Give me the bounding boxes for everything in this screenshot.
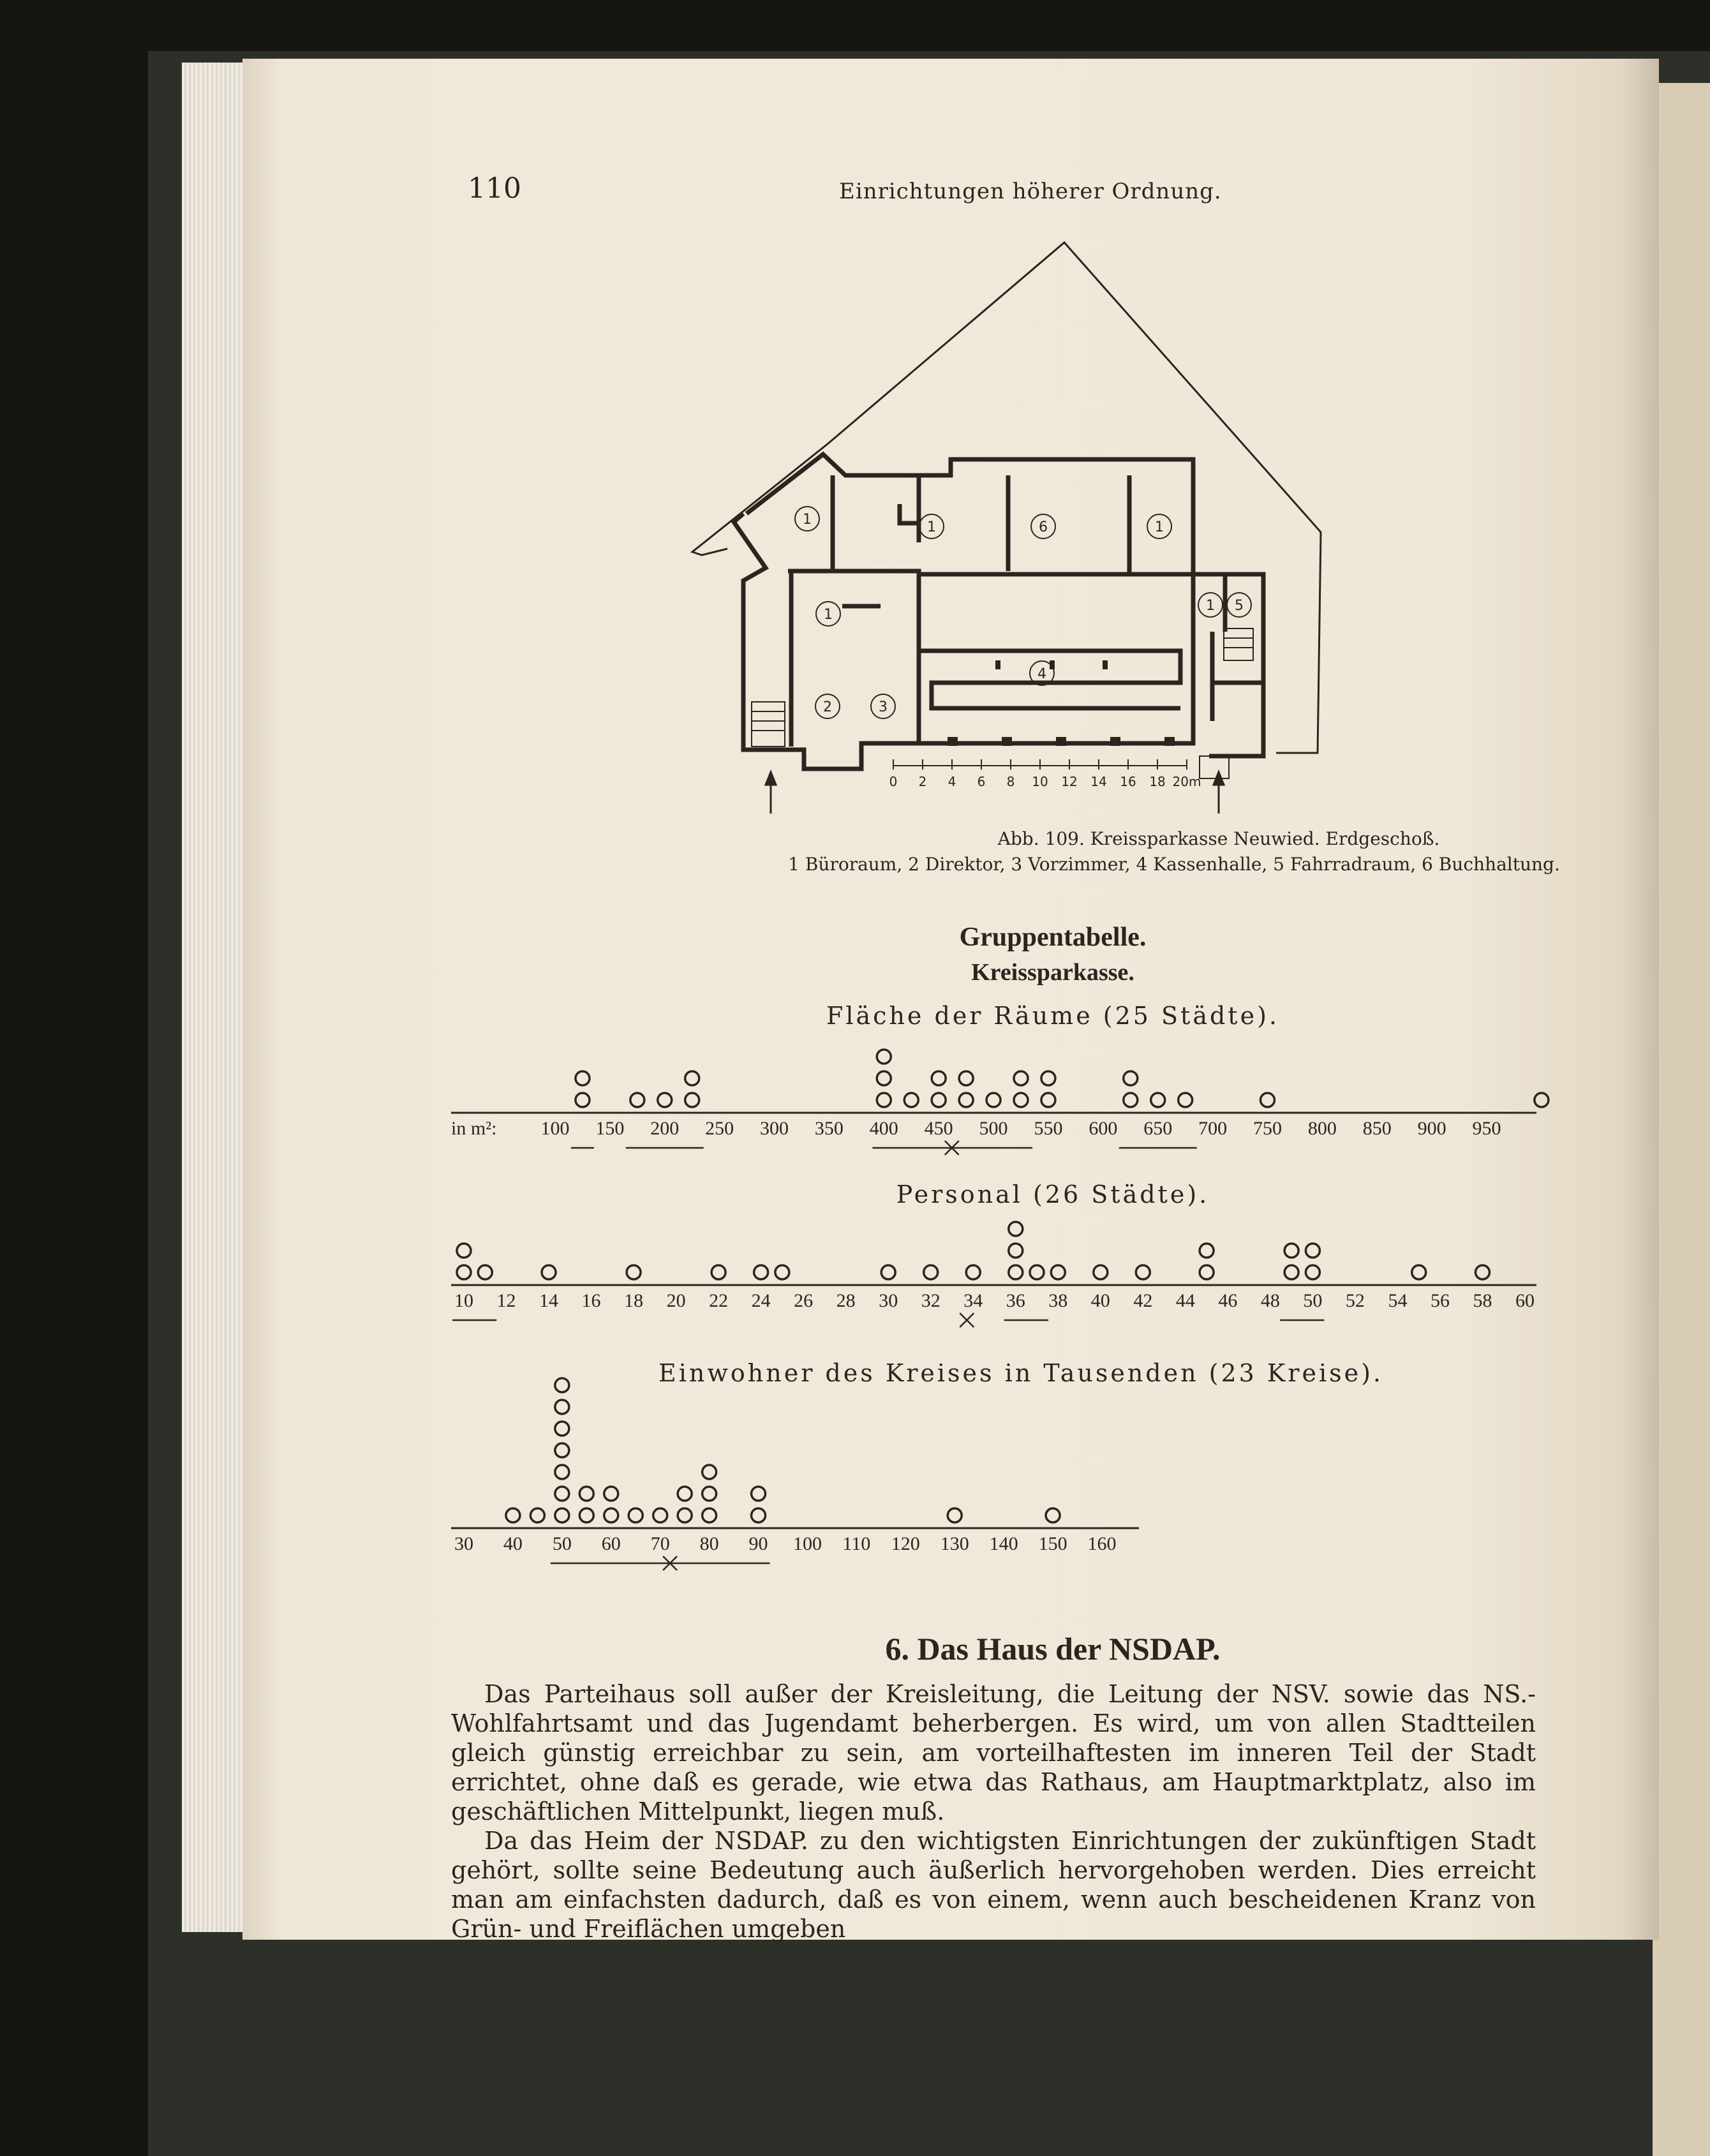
tick-label: 38 [1048,1290,1068,1311]
data-point [576,1093,590,1107]
data-point [703,1508,717,1522]
scale-label: 14 [1090,774,1107,789]
tick-label: 150 [1038,1533,1067,1554]
data-point [579,1487,593,1501]
tick-label: 54 [1388,1290,1408,1311]
data-point [1041,1071,1055,1085]
paragraph: Da das Heim der NSDAP. zu den wichtigsten Einrichtungen der zukünftigen Stadt gehört, sollte seine Bedeutung auch äußerlich hervorgehoben werden. Dies erreicht man am einfachsten dadurch, daß es von einem, wenn auch bescheidenen Kranz von Grün- und Freiflächen umgeben [451,1827,1536,1943]
data-point [1046,1508,1060,1522]
group-table-title: Gruppentabelle. [959,923,1147,952]
tick-label: 300 [760,1118,789,1139]
tick-label: 100 [540,1118,570,1139]
tick-label: 450 [924,1118,953,1139]
data-point [877,1093,891,1107]
data-point [1200,1244,1214,1258]
tick-label: 30 [454,1533,473,1554]
tick-label: 48 [1260,1290,1280,1311]
tick-label: 34 [963,1290,983,1311]
population-chart-title: Einwohner des Kreises in Tausenden (23 Kreise). [658,1359,1383,1387]
tick-label: 60 [1515,1290,1535,1311]
scale-label: 4 [948,774,956,789]
tick-label: 18 [624,1290,644,1311]
data-point [932,1071,946,1085]
data-point [924,1265,938,1279]
data-point [1124,1071,1138,1085]
room-number: 1 [1155,519,1164,535]
data-point [877,1071,891,1085]
tick-label: 100 [792,1533,822,1554]
scale-label: 12 [1061,774,1078,789]
scale-label: 16 [1120,774,1136,789]
data-point [1284,1265,1298,1279]
tick-label: 950 [1472,1118,1501,1139]
tick-label: 46 [1218,1290,1238,1311]
tick-label: 24 [751,1290,771,1311]
data-point [1051,1265,1065,1279]
tick-label: 36 [1006,1290,1025,1311]
tick-label: 50 [1303,1290,1323,1311]
data-point [1412,1265,1426,1279]
section-heading: 6. Das Haus der NSDAP. [885,1631,1221,1667]
tick-label: 22 [709,1290,729,1311]
data-point [627,1265,641,1279]
data-point [555,1443,569,1457]
tick-label: 130 [940,1533,969,1554]
data-point [904,1093,918,1107]
room-number: 2 [823,699,832,715]
data-point [959,1093,973,1107]
tick-label: 80 [699,1533,719,1554]
scale-label: 18 [1149,774,1166,789]
figure-legend: 1 Büroraum, 2 Direktor, 3 Vorzimmer, 4 Kassenhalle, 5 Fahrradraum, 6 Buchhaltung. [788,854,1560,875]
room-number: 1 [927,519,936,535]
figure-caption: Abb. 109. Kreissparkasse Neuwied. Erdgeschoß. [997,828,1440,849]
data-point [604,1487,618,1501]
tick-label: 700 [1198,1118,1228,1139]
data-point [1009,1222,1023,1236]
axis-unit-label: in m²: [451,1118,497,1139]
tick-label: 20 [666,1290,686,1311]
data-point [555,1465,569,1479]
data-point [986,1093,1000,1107]
data-point [685,1093,699,1107]
scale-label: 2 [918,774,927,789]
room-number: 5 [1235,598,1244,614]
dot-chart [451,1222,1536,1327]
tick-label: 60 [601,1533,621,1554]
room-number: 1 [803,512,812,528]
data-point [506,1508,520,1522]
data-point [1535,1093,1549,1107]
body-text [451,1679,1536,1944]
tick-label: 500 [979,1118,1008,1139]
data-point [752,1487,766,1501]
tick-label: 10 [454,1290,473,1311]
tick-label: 150 [595,1118,625,1139]
data-point [658,1093,672,1107]
data-point [1124,1093,1138,1107]
tick-label: 70 [650,1533,670,1554]
tick-label: 110 [842,1533,871,1554]
tick-label: 28 [836,1290,856,1311]
data-point [678,1508,692,1522]
data-point [1014,1093,1028,1107]
data-point [1200,1265,1214,1279]
data-point [1136,1265,1150,1279]
data-point [530,1508,544,1522]
data-point [678,1487,692,1501]
data-point [555,1400,569,1414]
data-point [555,1487,569,1501]
tick-label: 42 [1133,1290,1153,1311]
data-point [1094,1265,1108,1279]
tick-label: 650 [1143,1118,1173,1139]
tick-label: 600 [1089,1118,1118,1139]
tick-label: 350 [814,1118,844,1139]
data-point [1009,1244,1023,1258]
data-point [542,1265,556,1279]
scale-label: 6 [977,774,986,789]
data-point [628,1508,643,1522]
scale-label: 20m [1172,774,1201,789]
data-point [877,1050,891,1064]
data-point [703,1487,717,1501]
data-point [754,1265,768,1279]
data-point [685,1071,699,1085]
data-point [1014,1071,1028,1085]
area-chart-title: Fläche der Räume (25 Städte). [826,1002,1279,1030]
data-point [1475,1265,1489,1279]
tick-label: 58 [1473,1290,1492,1311]
tick-label: 40 [503,1533,523,1554]
scale-label: 0 [889,774,898,789]
data-point [1305,1265,1320,1279]
data-point [948,1508,962,1522]
tick-label: 56 [1430,1290,1450,1311]
data-point [457,1244,471,1258]
running-head: Einrichtungen höherer Ordnung. [839,179,1222,204]
tick-label: 50 [552,1533,572,1554]
room-number: 1 [1206,598,1215,614]
scale-label: 10 [1032,774,1048,789]
data-point [604,1508,618,1522]
tick-label: 550 [1034,1118,1063,1139]
data-point [576,1071,590,1085]
room-number: 1 [824,607,833,623]
tick-label: 140 [989,1533,1018,1554]
data-point [579,1508,593,1522]
tick-label: 52 [1345,1290,1365,1311]
tick-label: 750 [1253,1118,1282,1139]
data-point [711,1265,725,1279]
data-point [1151,1093,1165,1107]
data-point [1284,1244,1298,1258]
tick-label: 900 [1417,1118,1446,1139]
data-point [932,1093,946,1107]
data-point [1178,1093,1193,1107]
data-point [1305,1244,1320,1258]
room-number: 3 [879,699,888,715]
room-number: 4 [1037,666,1046,682]
data-point [881,1265,895,1279]
tick-label: 200 [650,1118,680,1139]
tick-label: 160 [1087,1533,1117,1554]
group-table-subtitle: Kreissparkasse. [971,959,1134,986]
median-marker [960,1313,974,1327]
scale-label: 8 [1006,774,1015,789]
tick-label: 90 [748,1533,768,1554]
tick-label: 800 [1307,1118,1337,1139]
data-point [457,1265,471,1279]
staff-chart-title: Personal (26 Städte). [896,1180,1210,1208]
data-point [478,1265,492,1279]
data-point [959,1071,973,1085]
data-point [630,1093,644,1107]
tick-label: 16 [581,1290,601,1311]
data-point [752,1508,766,1522]
data-point [555,1422,569,1436]
tick-label: 30 [879,1290,898,1311]
dot-chart [451,1050,1549,1155]
data-point [555,1378,569,1392]
tick-label: 400 [869,1118,898,1139]
tick-label: 120 [891,1533,920,1554]
data-point [1260,1093,1274,1107]
data-point [966,1265,980,1279]
room-number: 6 [1039,519,1048,535]
tick-label: 12 [496,1290,516,1311]
tick-label: 40 [1090,1290,1110,1311]
tick-label: 250 [705,1118,734,1139]
tick-label: 32 [921,1290,940,1311]
data-point [555,1508,569,1522]
page-number: 110 [468,172,521,205]
data-point [703,1465,717,1479]
tick-label: 44 [1175,1290,1195,1311]
data-point [1009,1265,1023,1279]
data-point [653,1508,667,1522]
data-point [1030,1265,1044,1279]
tick-label: 850 [1362,1118,1392,1139]
tick-label: 26 [794,1290,814,1311]
dot-chart [451,1378,1139,1570]
data-point [1041,1093,1055,1107]
tick-label: 14 [539,1290,559,1311]
data-point [775,1265,789,1279]
paragraph: Das Parteihaus soll außer der Kreisleitung, die Leitung der NSV. sowie das NS.-Wohlfahrtsamt und das Jugendamt beherbergen. Es wird, um von allen Stadtteilen gleich günstig erreichbar zu sein, am vorteilhaftesten im inneren Teil der Stadt errichtet, ohne daß es gerade, wie etwa das Rathaus, am Hauptmarktplatz, also im geschäftlichen Mittelpunkt, liegen muß. [451,1680,1536,1825]
